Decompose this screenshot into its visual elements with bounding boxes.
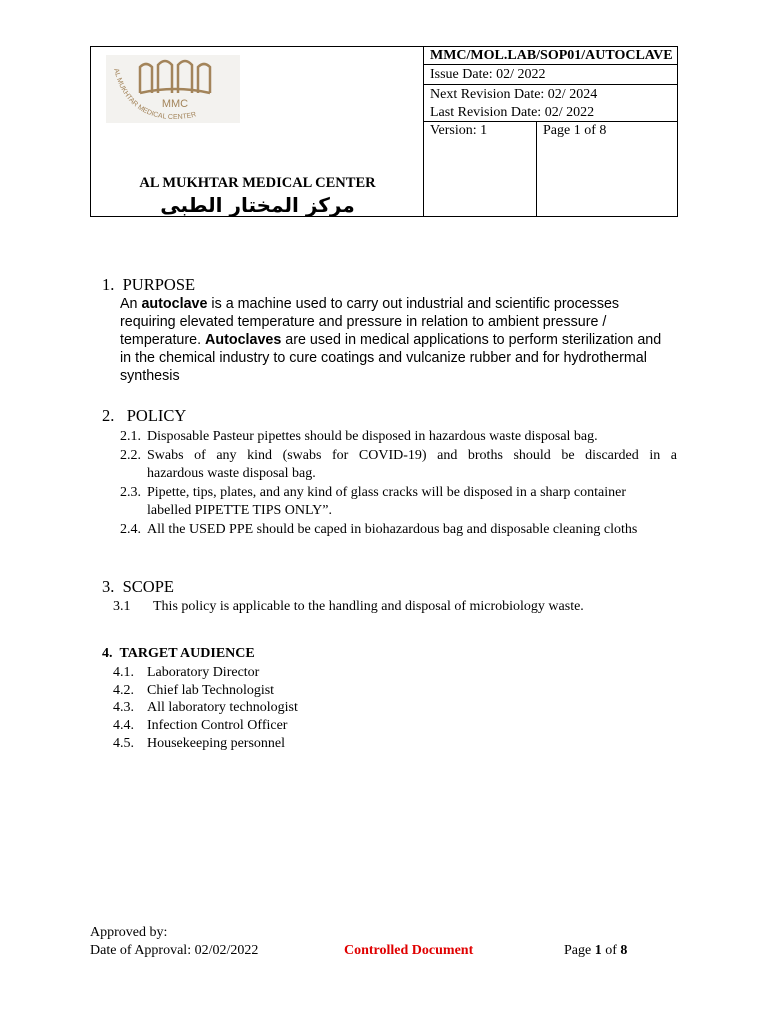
section-number: 4. <box>102 646 113 661</box>
svg-text:AL MUKHTAR MEDICAL CENTER <box>112 68 197 121</box>
section-audience-heading <box>102 646 255 662</box>
policy-item-text: Swabs of any kind (swabs for COVID-19) and broths should be discarded in a <box>147 448 677 463</box>
logo-abbrev: MMC <box>161 98 189 110</box>
section-policy-heading <box>102 406 186 426</box>
paragraph-line: synthesis <box>120 368 180 384</box>
paragraph-line: temperature. Autoclaves are used in medical applications to perform sterilization and <box>120 332 662 348</box>
section-scope-heading <box>102 577 174 597</box>
page-indicator: Page 1 of 8 <box>543 123 607 138</box>
next-revision-date: Next Revision Date: 02/ 2024 <box>430 87 598 102</box>
section-purpose-heading <box>102 275 195 295</box>
audience-item-text: Housekeeping personnel <box>147 736 286 751</box>
audience-item-number: 4.1. <box>113 665 134 680</box>
audience-item-number: 4.3. <box>113 700 134 715</box>
last-revision-date: Last Revision Date: 02/ 2022 <box>430 105 595 120</box>
policy-item-text: All the USED PPE should be caped in biohazardous bag and disposable cleaning cloths <box>147 522 638 537</box>
header-divider <box>423 84 677 85</box>
policy-item-text: Disposable Pasteur pipettes should be disposed in hazardous waste disposal bag. <box>147 429 598 444</box>
audience-item-number: 4.2. <box>113 683 134 698</box>
scope-item-number: 3.1 <box>113 599 131 614</box>
header-divider <box>423 64 677 65</box>
footer-approved-by: Approved by: <box>90 925 168 940</box>
audience-item-number: 4.5. <box>113 736 134 751</box>
version: Version: 1 <box>430 123 488 138</box>
policy-item-text: Pipette, tips, plates, and any kind of glass cracks will be disposed in a sharp container <box>147 485 627 500</box>
audience-item-text: Laboratory Director <box>147 665 260 680</box>
section-title: PURPOSE <box>122 275 196 294</box>
section-number: 2. <box>102 406 115 425</box>
policy-item-text: hazardous waste disposal bag. <box>147 466 316 481</box>
paragraph-line: An autoclave is a machine used to carry out industrial and scientific processes <box>120 296 620 312</box>
purpose-paragraph <box>120 295 695 385</box>
footer-approval-date: Date of Approval: 02/02/2022 <box>90 943 259 958</box>
audience-item-number: 4.4. <box>113 718 134 733</box>
section-number: 3. <box>102 577 115 596</box>
section-title: SCOPE <box>122 577 174 596</box>
policy-item-text: labelled PIPETTE TIPS ONLY”. <box>147 503 332 518</box>
policy-item-number: 2.1. <box>120 429 141 444</box>
policy-item-number: 2.3. <box>120 485 141 500</box>
mmc-logo-mark <box>106 55 240 123</box>
footer-page-number: Page 1 of 8 <box>564 943 628 958</box>
issue-date: Issue Date: 02/ 2022 <box>430 67 546 82</box>
audience-item-text: All laboratory technologist <box>147 700 298 715</box>
logo-ring-text: AL MUKHTAR MEDICAL CENTER <box>112 67 198 122</box>
policy-item-number: 2.4. <box>120 522 141 537</box>
section-title: POLICY <box>126 406 187 425</box>
paragraph-line: requiring elevated temperature and pressure in relation to ambient pressure / <box>120 314 607 330</box>
audience-item-text: Infection Control Officer <box>147 718 288 733</box>
center-name-arabic: مركز المختار الطبى <box>160 193 355 217</box>
policy-item-number: 2.2. <box>120 448 141 463</box>
section-number: 1. <box>102 275 115 294</box>
controlled-document-label: Controlled Document <box>344 943 474 958</box>
document-header-table <box>90 46 678 217</box>
audience-item-text: Chief lab Technologist <box>147 683 275 698</box>
header-divider <box>536 121 537 216</box>
section-title: TARGET AUDIENCE <box>119 646 255 661</box>
scope-item-text: This policy is applicable to the handling and disposal of microbiology waste. <box>153 599 584 614</box>
paragraph-line: in the chemical industry to cure coatings and vulcanize rubber and for hydrothermal <box>120 350 647 366</box>
center-name-english: AL MUKHTAR MEDICAL CENTER <box>139 175 376 191</box>
mmc-logo <box>106 55 240 123</box>
document-code: MMC/MOL.LAB/SOP01/AUTOCLAVE <box>430 48 673 63</box>
